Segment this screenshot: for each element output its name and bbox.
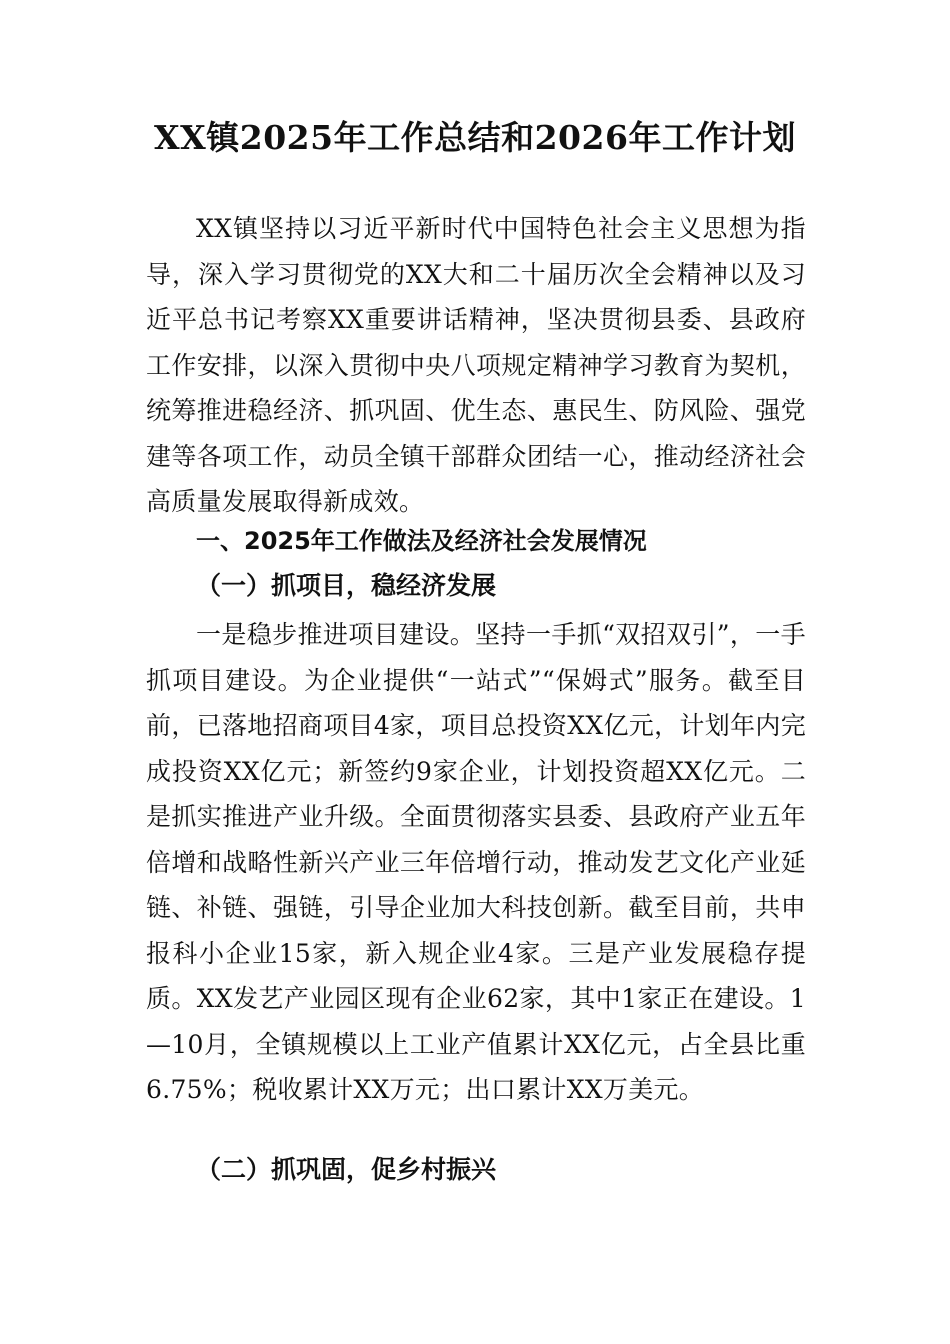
subsection-2-heading: （二）抓巩固，促乡村振兴 <box>196 1155 497 1184</box>
document-title: XX镇2025年工作总结和2026年工作计划 <box>154 118 796 157</box>
intro-paragraph: XX镇坚持以习近平新时代中国特色社会主义思想为指导，深入学习贯彻党的XX大和二十届历次全会精神以及习近平总书记考察XX重要讲话精神，坚决贯彻县委、县政府工作安排，以深入贯彻中央八项规定精神学习教育为契机，统筹推进稳经济、抓巩固、优生态、惠民生、防风险、强党建等各项工作，动员全镇干部群众团结一心，推动经济社会高质量发展取得新成效。 <box>146 214 806 516</box>
subsection-1-heading: （一）抓项目，稳经济发展 <box>196 571 497 600</box>
subsection-1-paragraph: 一是稳步推进项目建设。坚持一手抓“双招双引”，一手抓项目建设。为企业提供“一站式”“保姆式”服务。截至目前，已落地招商项目4家，项目总投资XX亿元，计划年内完成投资XX亿元；新签约9家企业，计划投资超XX亿元。二是抓实推进产业升级。全面贯彻落实县委、县政府产业五年倍增和战略性新兴产业三年倍增行动，推动发艺文化产业延链、补链、强链，引导企业加大科技创新。截至目前，共申报科小企业15家，新入规企业4家。三是产业发展稳存提质。XX发艺产业园区现有企业62家，其中1家正在建设。1—10月，全镇规模以上工业产值累计XX亿元，占全县比重6.75%；税收累计XX万元；出口累计XX万美元。 <box>146 620 806 1104</box>
section-1-heading: 一、2025年工作做法及经济社会发展情况 <box>196 527 647 555</box>
